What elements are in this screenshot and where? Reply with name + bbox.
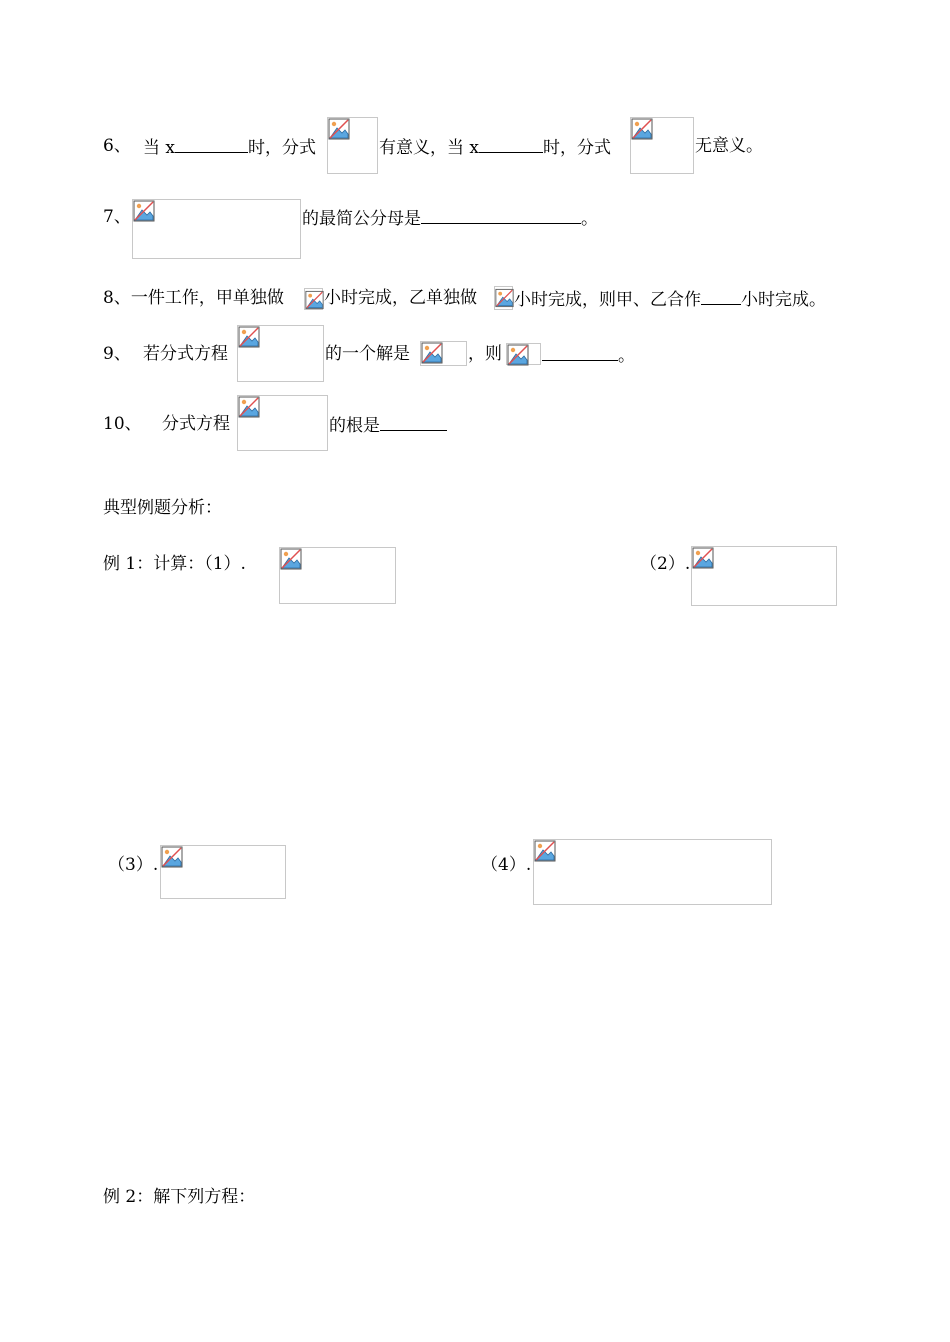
q8-text-c bbox=[514, 288, 826, 310]
q10-text-b bbox=[329, 414, 447, 436]
broken-image-icon bbox=[507, 344, 529, 366]
broken-image-icon bbox=[534, 840, 556, 862]
q7-text bbox=[302, 207, 598, 229]
q7-blank bbox=[421, 207, 581, 224]
q10-number: 10、 bbox=[103, 414, 142, 434]
q6-text-e: 无意义。 bbox=[695, 136, 763, 156]
q10-root-label: 的根是 bbox=[329, 416, 380, 436]
broken-image-icon bbox=[238, 326, 260, 348]
ex1-label: 例 1：计算：（1）. bbox=[103, 554, 246, 574]
q9-number: 9、 bbox=[103, 344, 131, 364]
q6-meaningful: 有意义，当 x bbox=[379, 138, 479, 158]
q7-lcd-label: 的最简公分母是 bbox=[302, 209, 421, 229]
broken-image-icon bbox=[421, 342, 443, 364]
q8-text-a: 8、一件工作，甲单独做 bbox=[103, 288, 284, 308]
q9-text-d bbox=[542, 344, 635, 366]
q9-text-b: 的一个解是 bbox=[325, 344, 410, 364]
q10-blank bbox=[380, 414, 447, 431]
section-title: 典型例题分析： bbox=[103, 498, 222, 518]
ex1-part2-formula-image bbox=[691, 546, 837, 606]
q6-text-c bbox=[379, 136, 611, 158]
q6-formula-image-2 bbox=[630, 117, 694, 174]
broken-image-icon bbox=[328, 118, 350, 140]
q9-blank bbox=[542, 344, 618, 361]
ex2-label: 例 2：解下列方程： bbox=[103, 1187, 256, 1207]
q6-text-a bbox=[143, 136, 316, 158]
q7-number: 7、 bbox=[103, 207, 131, 227]
ex1-part1-formula-image bbox=[279, 547, 396, 604]
broken-image-icon bbox=[238, 396, 260, 418]
q8-formula-image-1 bbox=[304, 288, 323, 310]
ex1-part3-label: （3）. bbox=[108, 855, 159, 875]
broken-image-icon bbox=[161, 846, 183, 868]
ex1-part3-formula-image bbox=[160, 845, 286, 899]
ex1-part2-label: （2）. bbox=[640, 554, 691, 574]
q9-text-a: 若分式方程 bbox=[143, 344, 228, 364]
q6-blank-2 bbox=[479, 136, 543, 153]
q10-formula-image bbox=[237, 395, 328, 451]
q8-hours-done: 小时完成。 bbox=[741, 290, 826, 310]
q8-formula-image-2 bbox=[494, 286, 513, 310]
q6-blank-1 bbox=[175, 136, 248, 153]
q8-together-label: 小时完成，则甲、乙合作 bbox=[514, 290, 701, 310]
q6-when-x: 当 x bbox=[143, 138, 175, 158]
broken-image-icon bbox=[692, 547, 714, 569]
q9-formula-image-1 bbox=[237, 325, 324, 382]
q9-formula-image-2 bbox=[420, 341, 467, 366]
q6-number: 6、 bbox=[103, 136, 131, 156]
broken-image-icon bbox=[631, 118, 653, 140]
q7-period: 。 bbox=[581, 209, 598, 229]
broken-image-icon bbox=[280, 548, 302, 570]
q7-formula-image bbox=[132, 199, 301, 259]
q9-text-c: ，则 bbox=[468, 344, 502, 364]
q9-formula-image-3 bbox=[506, 343, 541, 365]
ex1-part4-formula-image bbox=[533, 839, 772, 905]
broken-image-icon bbox=[133, 200, 155, 222]
q6-formula-image-1 bbox=[327, 117, 378, 174]
q8-blank bbox=[701, 288, 741, 305]
broken-image-icon bbox=[495, 287, 514, 309]
q6-fraction-label: 时，分式 bbox=[248, 138, 316, 158]
q8-text-b: 小时完成，乙单独做 bbox=[324, 288, 477, 308]
q9-period: 。 bbox=[618, 346, 635, 366]
q6-fraction-label-2: 时，分式 bbox=[543, 138, 611, 158]
q10-text-a: 分式方程 bbox=[162, 414, 230, 434]
broken-image-icon bbox=[305, 289, 324, 311]
ex1-part4-label: （4）. bbox=[481, 855, 532, 875]
